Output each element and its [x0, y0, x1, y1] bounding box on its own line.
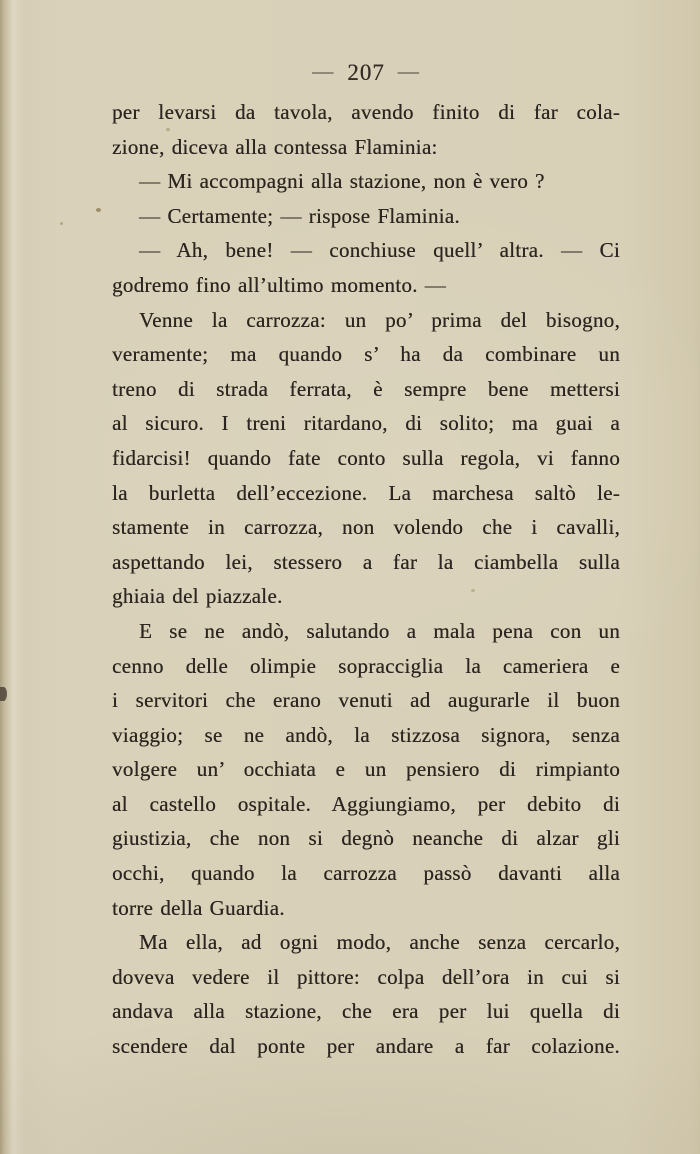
text-line: fidarcisi! quando fate conto sulla regola, vi fanno	[112, 445, 620, 470]
text-line: treno di strada ferrata, è sempre bene mettersi	[112, 376, 620, 401]
page-header	[112, 60, 620, 86]
text-line: i servitori che erano venuti ad augurarle il buon	[112, 688, 620, 713]
text-line: occhi, quando la carrozza passò davanti alla	[112, 861, 620, 886]
text-block	[112, 95, 620, 1064]
text-line: — Ah, bene! — conchiuse quell’ altra. — Ci	[139, 238, 620, 263]
text-line: E se ne andò, salutando a mala pena con un	[139, 618, 620, 643]
text-line: godremo fino all’ultimo momento. —	[112, 272, 447, 297]
text-line: viaggio; se ne andò, la stizzosa signora, senza	[112, 722, 620, 747]
text-line: scendere dal ponte per andare a far colazione.	[112, 1034, 620, 1059]
paragraph	[112, 95, 620, 164]
text-line: al sicuro. I treni ritardano, di solito; ma guai a	[112, 411, 620, 436]
paragraph	[112, 199, 620, 234]
text-line: ghiaia del piazzale.	[112, 584, 283, 609]
text-line: volgere un’ occhiata e un pensiero di rimpianto	[112, 757, 620, 782]
paragraph	[112, 303, 620, 614]
text-line: per levarsi da tavola, avendo finito di far cola-	[112, 100, 620, 124]
paragraph	[112, 925, 620, 1063]
text-line: — Certamente; — rispose Flaminia.	[139, 203, 460, 228]
text-line: giustizia, che non si degnò neanche di alzar gli	[112, 826, 620, 851]
paper-speck	[96, 208, 101, 212]
text-line: torre della Guardia.	[112, 895, 285, 920]
text-line: stamente in carrozza, non volendo che i cavalli,	[112, 515, 620, 540]
text-line: — Mi accompagni alla stazione, non è vero ?	[139, 169, 545, 194]
paragraph	[112, 164, 620, 199]
header-ornament-right: —	[397, 59, 420, 83]
text-line: al castello ospitale. Aggiungiamo, per debito di	[112, 791, 620, 816]
paragraph	[112, 614, 620, 925]
text-line: andava alla stazione, che era per lui quella di	[112, 999, 620, 1024]
text-line: la burletta dell’eccezione. La marchesa saltò le-	[112, 480, 620, 505]
paragraph	[112, 233, 620, 302]
text-line: veramente; ma quando s’ ha da combinare un	[112, 342, 620, 367]
text-line: cenno delle olimpie sopracciglia la cameriera e	[112, 653, 620, 678]
paper-edge-mark	[0, 687, 7, 701]
text-line: aspettando lei, stessero a far la ciambella sulla	[112, 549, 620, 574]
text-line: Ma ella, ad ogni modo, anche senza cercarlo,	[139, 930, 620, 955]
text-line: zione, diceva alla contessa Flaminia:	[112, 134, 438, 159]
text-line: doveva vedere il pittore: colpa dell’ora in cui si	[112, 964, 620, 989]
text-line: Venne la carrozza: un po’ prima del bisogno,	[139, 307, 620, 332]
header-ornament-left: —	[312, 59, 335, 83]
page-number: 207	[347, 60, 385, 85]
paper-speck	[60, 222, 63, 225]
